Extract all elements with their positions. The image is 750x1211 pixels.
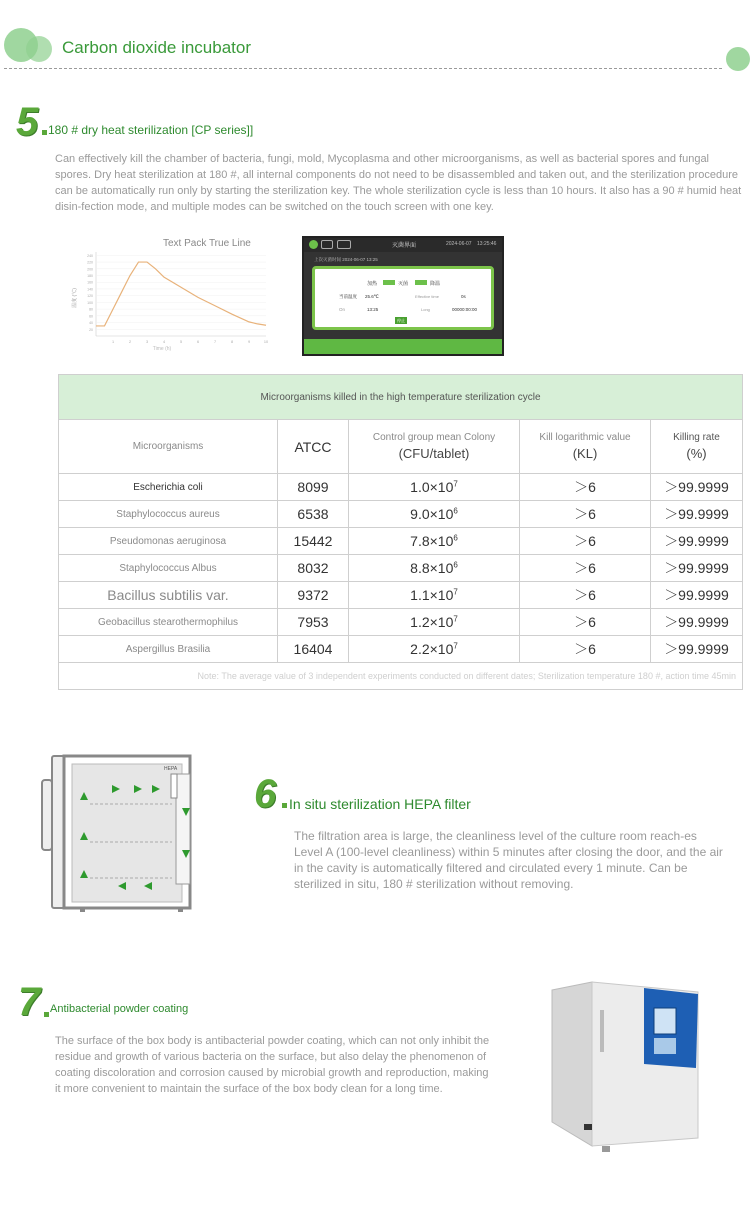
row-colony-base: 9.0×10 bbox=[410, 506, 454, 522]
screen-value3: 13:25 bbox=[367, 307, 379, 312]
section5-text: Can effectively kill the chamber of bacteria, fungi, mold, Mycoplasma and other microorganisms, as well as bacterial spores and fungal spores. Dry heat sterilization at 180 #, all internal components do not need to be disassembled and taken out, and the sterilization procedure can be automatically run only by starting the sterilization key. The whole sterilization cycle is less than 10 hours. It also has a 90 # humid heat disin-fection mode, and multiple modes can be switched on the touch screen with one key. bbox=[55, 153, 742, 213]
chart-y-tick: 200 bbox=[87, 267, 93, 272]
table-row bbox=[59, 609, 743, 636]
section7-number: 7 bbox=[18, 980, 41, 1024]
row-colony-exp: 7 bbox=[453, 614, 458, 624]
chart-series-line bbox=[96, 262, 266, 326]
chart-y-tick: 40 bbox=[89, 321, 93, 326]
row-atcc: 15442 bbox=[278, 528, 349, 555]
row-colony-exp: 7 bbox=[453, 641, 458, 651]
col-kl-unit: (KL) bbox=[572, 446, 598, 461]
page-title: Carbon dioxide incubator bbox=[62, 38, 252, 57]
row-colony-base: 8.8×10 bbox=[410, 560, 454, 576]
table-row bbox=[59, 555, 743, 582]
col-microorganisms: Microorganisms bbox=[59, 420, 278, 474]
row-rate: ＞99.9999 bbox=[651, 528, 743, 555]
row-atcc: 7953 bbox=[278, 609, 349, 636]
row-rate: ＞99.9999 bbox=[651, 555, 743, 582]
panel-keys bbox=[654, 1038, 676, 1054]
row-colony bbox=[349, 528, 520, 555]
screen-house-icon[interactable] bbox=[321, 240, 333, 249]
chart-y-tick: 80 bbox=[89, 307, 93, 312]
row-kl: ＞6 bbox=[520, 501, 651, 528]
chart-y-tick: 240 bbox=[87, 253, 93, 258]
chart-svg bbox=[68, 236, 273, 354]
row-colony bbox=[349, 636, 520, 663]
row-atcc: 9372 bbox=[278, 582, 349, 609]
section5-dot bbox=[42, 130, 47, 135]
row-atcc: 16404 bbox=[278, 636, 349, 663]
screen-time: 13:25:46 bbox=[477, 241, 497, 247]
row-atcc: 6538 bbox=[278, 501, 349, 528]
row-colony-exp: 6 bbox=[453, 560, 458, 570]
header-end-circle bbox=[726, 47, 750, 71]
cabinet-side bbox=[552, 982, 592, 1146]
col-atcc: ATCC bbox=[278, 420, 349, 474]
foot bbox=[80, 908, 85, 912]
chart-y-tick: 120 bbox=[87, 294, 93, 299]
row-colony bbox=[349, 501, 520, 528]
screen-label2: Effective time bbox=[415, 294, 439, 299]
warning-label bbox=[584, 1124, 592, 1130]
row-rate: ＞99.9999 bbox=[651, 501, 743, 528]
section7-dot bbox=[44, 1012, 49, 1017]
screen-topbar bbox=[304, 238, 502, 252]
screen-date: 2024-06-07 bbox=[446, 241, 472, 247]
row-colony-exp: 6 bbox=[453, 506, 458, 516]
hepa-filter bbox=[171, 774, 177, 798]
row-colony bbox=[349, 474, 520, 501]
screen-bottom-bar bbox=[304, 339, 502, 354]
step-arrow-1 bbox=[383, 280, 395, 285]
step-cool: 降温 bbox=[430, 281, 441, 287]
row-colony-exp: 6 bbox=[453, 533, 458, 543]
control-screen bbox=[302, 236, 504, 356]
screen-label4: Long bbox=[421, 307, 430, 312]
col-colony-unit: (CFU/tablet) bbox=[398, 446, 470, 461]
row-name: Staphylococcus Albus bbox=[59, 555, 278, 582]
row-atcc: 8032 bbox=[278, 555, 349, 582]
col-rate-label: Killing rate bbox=[673, 432, 720, 443]
panel-screen bbox=[654, 1008, 676, 1034]
section6-title: In situ sterilization HEPA filter bbox=[289, 796, 471, 812]
chart-title: Text Pack True Line bbox=[163, 238, 251, 249]
col-colony bbox=[349, 420, 520, 474]
row-kl: ＞6 bbox=[520, 582, 651, 609]
section7-title: Antibacterial powder coating bbox=[50, 1003, 189, 1015]
table-row bbox=[59, 528, 743, 555]
row-colony-exp: 7 bbox=[453, 587, 458, 597]
row-colony-exp: 7 bbox=[453, 479, 458, 489]
table-title: Microorganisms killed in the high temperature sterilization cycle bbox=[59, 375, 743, 420]
row-colony-base: 7.8×10 bbox=[410, 533, 454, 549]
row-colony-base: 2.2×10 bbox=[410, 641, 454, 657]
row-rate: ＞99.9999 bbox=[651, 474, 743, 501]
screen-back-icon[interactable] bbox=[337, 240, 351, 249]
step-arrow-2 bbox=[415, 280, 427, 285]
row-kl: ＞6 bbox=[520, 474, 651, 501]
section5-number: 5 bbox=[16, 100, 39, 144]
chart-x-tick: 9 bbox=[247, 340, 251, 344]
row-kl: ＞6 bbox=[520, 555, 651, 582]
row-colony-base: 1.0×10 bbox=[410, 479, 454, 495]
screen-label3: On bbox=[339, 307, 346, 312]
screen-title: 灭菌界面 bbox=[392, 243, 417, 249]
hepa-label: HEPA bbox=[164, 766, 178, 772]
row-name: Staphylococcus aureus bbox=[59, 501, 278, 528]
screen-subtitle: 上次灭菌时间 2024-06-07 13:25 bbox=[314, 257, 378, 262]
screen-value1: 25.6℃ bbox=[365, 294, 379, 299]
chart-x-tick: 3 bbox=[145, 340, 149, 344]
table-row bbox=[59, 501, 743, 528]
table-row bbox=[59, 636, 743, 663]
chart-y-tick: 20 bbox=[89, 327, 93, 332]
chart-x-tick: 1 bbox=[111, 340, 115, 344]
chart-y-tick: 100 bbox=[87, 300, 93, 305]
screen-value2: 0s bbox=[461, 294, 466, 299]
chart-x-tick: 7 bbox=[213, 340, 217, 344]
row-kl: ＞6 bbox=[520, 609, 651, 636]
chart-y-tick: 180 bbox=[87, 274, 93, 279]
chart-x-tick: 6 bbox=[196, 340, 200, 344]
airflow-diagram bbox=[40, 752, 195, 914]
chart-x-tick: 8 bbox=[230, 340, 234, 344]
chamber bbox=[72, 764, 182, 902]
row-name: Pseudomonas aeruginosa bbox=[59, 528, 278, 555]
col-kl bbox=[520, 420, 651, 474]
section5-title: 180 # dry heat sterilization [CP series]] bbox=[48, 123, 254, 137]
chart-x-tick: 2 bbox=[128, 340, 132, 344]
screen-panel bbox=[312, 266, 494, 330]
col-colony-label: Control group mean Colony bbox=[372, 432, 496, 443]
row-name: Geobacillus stearothermophilus bbox=[59, 609, 278, 636]
row-colony-base: 1.1×10 bbox=[410, 587, 454, 603]
screen-steps bbox=[365, 275, 455, 289]
row-rate: ＞99.9999 bbox=[651, 582, 743, 609]
microorganism-table bbox=[58, 374, 743, 690]
row-name: Bacillus subtilis var. bbox=[59, 582, 278, 609]
section7-text: The surface of the box body is antibacterial powder coating, which can not only inhibit the residue and growth of various bacteria on the surface, but also delay the phenomenon of coating discoloration and corrosion caused by microbial growth and reproduction, making it more convenient to maintain the surface of the box body clean for a long time. bbox=[55, 1035, 490, 1095]
chart-x-tick: 5 bbox=[179, 340, 183, 344]
temperature-chart bbox=[68, 236, 273, 354]
row-name: Aspergillus Brasilia bbox=[59, 636, 278, 663]
row-rate: ＞99.9999 bbox=[651, 609, 743, 636]
screen-value4: 00000:00:00 bbox=[452, 307, 478, 312]
door-handle bbox=[42, 780, 52, 850]
chart-ylabel: 温度 (℃) bbox=[72, 288, 78, 308]
chart-y-tick: 220 bbox=[87, 260, 93, 265]
chart-xlabel: Time (h) bbox=[152, 346, 172, 352]
chart-x-tick: 4 bbox=[162, 340, 166, 344]
step-heat: 加热 bbox=[367, 281, 378, 287]
table-note: Note: The average value of 3 independent experiments conducted on different dates; Sterilization temperature 180 #, action time 45min bbox=[59, 663, 743, 690]
header-divider bbox=[4, 68, 722, 69]
row-kl: ＞6 bbox=[520, 528, 651, 555]
section6-text: The filtration area is large, the cleanliness level of the culture room reach-es Level A (100-level cleanliness) within 5 minutes after closing the door, and the air in the cavity is automatically filtered and circulated every 1 minute. Can be sterilized in situ, 180 # sterilization without removing. bbox=[294, 829, 723, 891]
row-name: Escherichia coli bbox=[59, 474, 278, 501]
screen-label1: 当前温度 bbox=[339, 294, 357, 299]
table-row bbox=[59, 582, 743, 609]
door-hinge bbox=[52, 756, 64, 908]
door-handle bbox=[600, 1010, 604, 1052]
row-rate: ＞99.9999 bbox=[651, 636, 743, 663]
chart-x-tick: 10 bbox=[263, 340, 269, 344]
hepa-duct bbox=[176, 774, 190, 884]
incubator-image bbox=[548, 980, 702, 1156]
section6-dot bbox=[282, 803, 287, 808]
col-rate bbox=[651, 420, 743, 474]
header-circle-small bbox=[26, 36, 52, 62]
row-colony bbox=[349, 582, 520, 609]
row-colony bbox=[349, 609, 520, 636]
screen-stop-button[interactable]: 停止 bbox=[397, 318, 405, 323]
chart-y-tick: 140 bbox=[87, 287, 93, 292]
row-kl: ＞6 bbox=[520, 636, 651, 663]
row-colony bbox=[349, 555, 520, 582]
foot bbox=[602, 1146, 610, 1152]
row-colony-base: 1.2×10 bbox=[410, 614, 454, 630]
screen-home-icon[interactable] bbox=[309, 240, 318, 249]
col-kl-label: Kill logarithmic value bbox=[539, 432, 631, 443]
section6-number: 6 bbox=[254, 772, 277, 816]
chart-y-tick: 60 bbox=[89, 314, 93, 319]
step-sterilize: 灭菌 bbox=[398, 281, 409, 287]
row-atcc: 8099 bbox=[278, 474, 349, 501]
foot bbox=[178, 908, 183, 912]
chart-y-tick: 160 bbox=[87, 280, 93, 285]
table-row bbox=[59, 474, 743, 501]
col-rate-unit: (%) bbox=[686, 446, 707, 461]
